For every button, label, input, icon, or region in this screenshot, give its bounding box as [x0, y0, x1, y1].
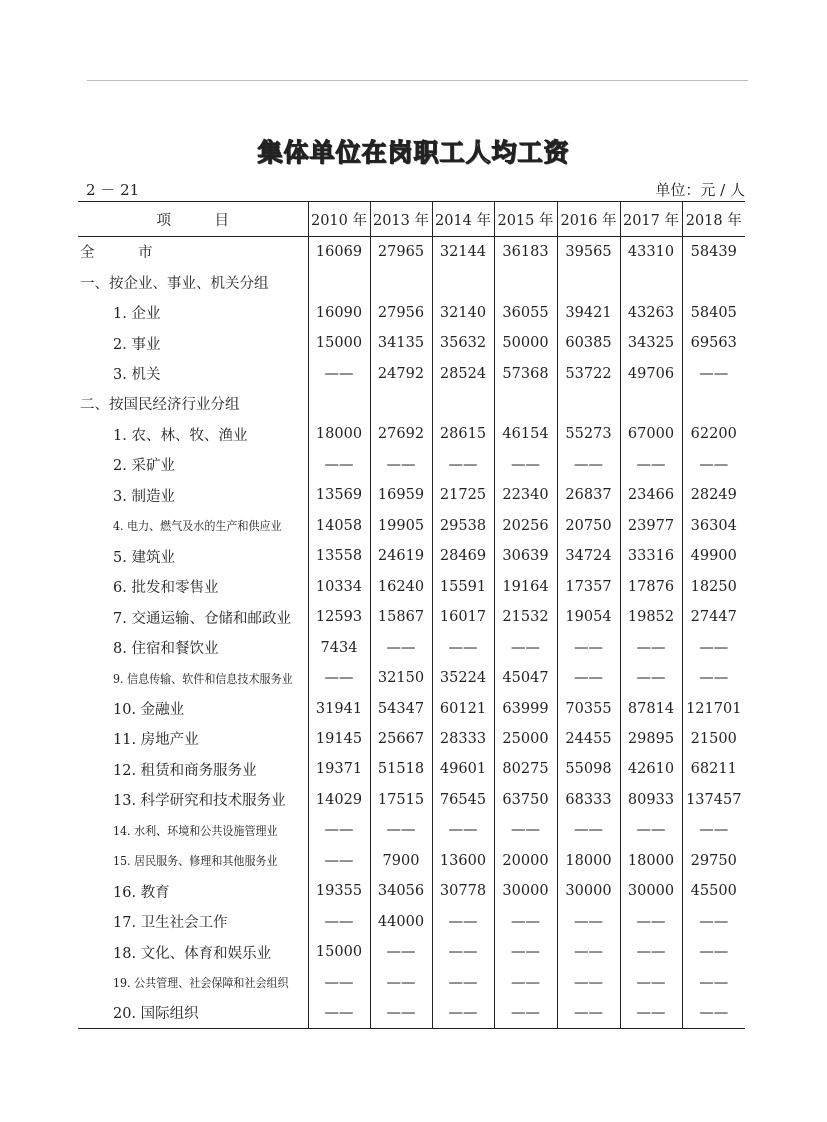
column-header-item: 项 目	[78, 202, 308, 237]
cell-value: ——	[557, 815, 620, 845]
cell-value: 69563	[682, 328, 745, 358]
table-row	[78, 480, 745, 510]
row-label	[78, 724, 308, 754]
table-row	[78, 815, 745, 845]
cell-value: 18000	[308, 419, 370, 449]
table-row	[78, 237, 745, 267]
column-header-year: 2018 年	[682, 202, 745, 237]
cell-value: 20256	[494, 511, 557, 541]
row-label-text: 11. 房地产业	[113, 732, 199, 749]
cell-value: 29895	[620, 724, 682, 754]
cell-value: ——	[620, 632, 682, 662]
unit-label: 单位：元 / 人	[655, 181, 745, 199]
row-label-text: 3. 机关	[113, 367, 161, 384]
row-label	[78, 632, 308, 662]
cell-value: 32140	[432, 297, 494, 327]
cell-value: 121701	[682, 693, 745, 723]
row-label-text: 全 市	[80, 245, 153, 262]
cell-value: 87814	[620, 693, 682, 723]
cell-value: 30639	[494, 541, 557, 571]
cell-value	[432, 267, 494, 297]
cell-value	[370, 267, 432, 297]
cell-value: 18000	[620, 846, 682, 876]
cell-value: ——	[682, 967, 745, 997]
row-label	[78, 602, 308, 632]
cell-value: ——	[557, 906, 620, 936]
table-number: 2 － 21	[86, 181, 140, 199]
row-label	[78, 450, 308, 480]
cell-value: ——	[682, 632, 745, 662]
cell-value: 62200	[682, 419, 745, 449]
cell-value: 51518	[370, 754, 432, 784]
cell-value: 137457	[682, 785, 745, 815]
cell-value: 28615	[432, 419, 494, 449]
cell-value: 14029	[308, 785, 370, 815]
cell-value: ——	[308, 358, 370, 388]
row-label-text: 14. 水利、环境和公共设施管理业	[113, 823, 278, 838]
cell-value: 55098	[557, 754, 620, 784]
cell-value: 10334	[308, 571, 370, 601]
cell-value: ——	[620, 815, 682, 845]
cell-value: ——	[620, 663, 682, 693]
cell-value: ——	[620, 998, 682, 1028]
column-header-year: 2016 年	[557, 202, 620, 237]
cell-value: 17515	[370, 785, 432, 815]
cell-value: 68211	[682, 754, 745, 784]
cell-value: ——	[682, 906, 745, 936]
cell-value: 27965	[370, 237, 432, 267]
table-row	[78, 846, 745, 876]
cell-value: ——	[432, 815, 494, 845]
column-header-year: 2010 年	[308, 202, 370, 237]
table-row	[78, 267, 745, 297]
table-row	[78, 358, 745, 388]
cell-value: ——	[370, 967, 432, 997]
row-label	[78, 846, 308, 876]
table-row	[78, 663, 745, 693]
cell-value: 34325	[620, 328, 682, 358]
row-label-text: 2. 事业	[113, 336, 161, 353]
row-label	[78, 480, 308, 510]
header-rule	[87, 80, 748, 81]
cell-value: 24792	[370, 358, 432, 388]
cell-value: ——	[494, 450, 557, 480]
cell-value: 31941	[308, 693, 370, 723]
cell-value: ——	[557, 663, 620, 693]
cell-value: 26837	[557, 480, 620, 510]
cell-value: 35632	[432, 328, 494, 358]
cell-value: 63999	[494, 693, 557, 723]
cell-value: ——	[308, 663, 370, 693]
row-label	[78, 419, 308, 449]
cell-value: ——	[682, 450, 745, 480]
table-row	[78, 297, 745, 327]
cell-value: 16959	[370, 480, 432, 510]
cell-value: ——	[557, 450, 620, 480]
cell-value: 27956	[370, 297, 432, 327]
cell-value: 7434	[308, 632, 370, 662]
cell-value: 13558	[308, 541, 370, 571]
cell-value: ——	[308, 967, 370, 997]
cell-value: ——	[557, 998, 620, 1028]
cell-value: ——	[308, 450, 370, 480]
row-label-text: 8. 住宿和餐饮业	[113, 641, 219, 658]
cell-value: ——	[432, 632, 494, 662]
row-label	[78, 754, 308, 784]
cell-value: ——	[432, 450, 494, 480]
cell-value: 57368	[494, 358, 557, 388]
cell-value: 49601	[432, 754, 494, 784]
cell-value: 19371	[308, 754, 370, 784]
cell-value: 24619	[370, 541, 432, 571]
row-label-text: 16. 教育	[113, 884, 170, 901]
row-label	[78, 693, 308, 723]
table-row	[78, 937, 745, 967]
column-header-year: 2015 年	[494, 202, 557, 237]
cell-value: 45500	[682, 876, 745, 906]
cell-value: 19164	[494, 571, 557, 601]
cell-value: 39565	[557, 237, 620, 267]
cell-value: 16017	[432, 602, 494, 632]
row-label-text: 1. 农、林、牧、渔业	[113, 427, 248, 444]
table-row	[78, 693, 745, 723]
row-label	[78, 267, 308, 297]
cell-value	[370, 389, 432, 419]
cell-value: 63750	[494, 785, 557, 815]
cell-value: ——	[432, 906, 494, 936]
cell-value: ——	[682, 663, 745, 693]
cell-value: 16069	[308, 237, 370, 267]
cell-value: ——	[620, 937, 682, 967]
cell-value: ——	[682, 815, 745, 845]
row-label	[78, 937, 308, 967]
cell-value: 21725	[432, 480, 494, 510]
cell-value: ——	[308, 998, 370, 1028]
cell-value: 16240	[370, 571, 432, 601]
cell-value: 34056	[370, 876, 432, 906]
table-row	[78, 876, 745, 906]
cell-value: 7900	[370, 846, 432, 876]
table-row	[78, 450, 745, 480]
table-row	[78, 389, 745, 419]
cell-value: ——	[432, 998, 494, 1028]
cell-value: 33316	[620, 541, 682, 571]
row-label	[78, 389, 308, 419]
cell-value: 13600	[432, 846, 494, 876]
cell-value: 28469	[432, 541, 494, 571]
cell-value: ——	[370, 632, 432, 662]
cell-value	[308, 389, 370, 419]
cell-value: 29538	[432, 511, 494, 541]
cell-value: 35224	[432, 663, 494, 693]
row-label-text: 3. 制造业	[113, 488, 175, 505]
cell-value: 46154	[494, 419, 557, 449]
row-label	[78, 967, 308, 997]
table-row	[78, 632, 745, 662]
row-label	[78, 815, 308, 845]
row-label	[78, 541, 308, 571]
cell-value: 23466	[620, 480, 682, 510]
cell-value	[308, 267, 370, 297]
cell-value: ——	[370, 450, 432, 480]
page-title: 集体单位在岗职工人均工资	[257, 138, 570, 167]
row-label-text: 6. 批发和零售业	[113, 580, 219, 597]
table-row	[78, 511, 745, 541]
cell-value: ——	[308, 846, 370, 876]
cell-value: 27692	[370, 419, 432, 449]
cell-value: 30778	[432, 876, 494, 906]
table-row	[78, 419, 745, 449]
cell-value: ——	[620, 450, 682, 480]
column-header-year: 2017 年	[620, 202, 682, 237]
cell-value: 32144	[432, 237, 494, 267]
cell-value: 14058	[308, 511, 370, 541]
cell-value: 18250	[682, 571, 745, 601]
row-label-text: 17. 卫生社会工作	[113, 915, 228, 932]
cell-value: 42610	[620, 754, 682, 784]
cell-value: ——	[557, 937, 620, 967]
cell-value: 19852	[620, 602, 682, 632]
row-label	[78, 358, 308, 388]
row-label	[78, 511, 308, 541]
cell-value: ——	[494, 815, 557, 845]
row-label	[78, 571, 308, 601]
table-row	[78, 754, 745, 784]
cell-value: 16090	[308, 297, 370, 327]
cell-value: 80933	[620, 785, 682, 815]
cell-value: 60385	[557, 328, 620, 358]
row-label	[78, 876, 308, 906]
cell-value: 36055	[494, 297, 557, 327]
row-label	[78, 297, 308, 327]
cell-value: 12593	[308, 602, 370, 632]
cell-value	[620, 389, 682, 419]
cell-value: 36304	[682, 511, 745, 541]
cell-value	[494, 267, 557, 297]
cell-value: 49706	[620, 358, 682, 388]
cell-value: ——	[620, 906, 682, 936]
row-label	[78, 663, 308, 693]
cell-value: 21532	[494, 602, 557, 632]
cell-value: 45047	[494, 663, 557, 693]
cell-value: 19905	[370, 511, 432, 541]
cell-value: 30000	[557, 876, 620, 906]
table-row	[78, 541, 745, 571]
cell-value	[620, 267, 682, 297]
cell-value: 50000	[494, 328, 557, 358]
cell-value: 54347	[370, 693, 432, 723]
cell-value: 49900	[682, 541, 745, 571]
row-label-text: 7. 交通运输、仓储和邮政业	[113, 610, 291, 627]
cell-value: ——	[370, 815, 432, 845]
cell-value: 58439	[682, 237, 745, 267]
cell-value: 80275	[494, 754, 557, 784]
cell-value: 15591	[432, 571, 494, 601]
table-row	[78, 724, 745, 754]
column-header-year: 2014 年	[432, 202, 494, 237]
cell-value: ——	[308, 815, 370, 845]
row-label-text: 4. 电力、燃气及水的生产和供应业	[113, 519, 282, 534]
cell-value: 34724	[557, 541, 620, 571]
row-label-text: 2. 采矿业	[113, 458, 175, 475]
cell-value: 30000	[494, 876, 557, 906]
cell-value: ——	[308, 906, 370, 936]
cell-value: 19355	[308, 876, 370, 906]
row-label-text: 9. 信息传输、软件和信息技术服务业	[113, 671, 293, 686]
row-label-text: 19. 公共管理、社会保障和社会组织	[113, 976, 289, 991]
cell-value: 23977	[620, 511, 682, 541]
row-label-text: 20. 国际组织	[113, 1006, 199, 1023]
cell-value: 20000	[494, 846, 557, 876]
row-label	[78, 906, 308, 936]
cell-value: ——	[682, 998, 745, 1028]
cell-value: 43263	[620, 297, 682, 327]
table-row	[78, 906, 745, 936]
cell-value: ——	[370, 998, 432, 1028]
cell-value: 13569	[308, 480, 370, 510]
cell-value	[557, 389, 620, 419]
cell-value: 24455	[557, 724, 620, 754]
cell-value: 43310	[620, 237, 682, 267]
cell-value	[557, 267, 620, 297]
cell-value: 44000	[370, 906, 432, 936]
row-label-text: 15. 居民服务、修理和其他服务业	[113, 854, 278, 869]
cell-value: 76545	[432, 785, 494, 815]
cell-value: ——	[494, 937, 557, 967]
cell-value: 27447	[682, 602, 745, 632]
cell-value: 19145	[308, 724, 370, 754]
cell-value: 20750	[557, 511, 620, 541]
row-label-text: 13. 科学研究和技术服务业	[113, 793, 286, 810]
header-row	[78, 202, 745, 237]
cell-value: 39421	[557, 297, 620, 327]
row-label-text: 二、按国民经济行业分组	[80, 397, 240, 414]
cell-value: ——	[557, 967, 620, 997]
cell-value: 55273	[557, 419, 620, 449]
cell-value: 25000	[494, 724, 557, 754]
cell-value: ——	[370, 937, 432, 967]
cell-value: 21500	[682, 724, 745, 754]
table-row	[78, 967, 745, 997]
cell-value: 18000	[557, 846, 620, 876]
cell-value	[432, 389, 494, 419]
cell-value: ——	[682, 358, 745, 388]
cell-value: 17357	[557, 571, 620, 601]
cell-value: 58405	[682, 297, 745, 327]
cell-value: ——	[494, 906, 557, 936]
cell-value: 60121	[432, 693, 494, 723]
cell-value: ——	[494, 967, 557, 997]
cell-value: 67000	[620, 419, 682, 449]
cell-value: 34135	[370, 328, 432, 358]
row-label-text: 18. 文化、体育和娱乐业	[113, 945, 272, 962]
cell-value: ——	[557, 632, 620, 662]
cell-value: 15000	[308, 328, 370, 358]
cell-value	[682, 389, 745, 419]
cell-value: ——	[432, 967, 494, 997]
cell-value: 70355	[557, 693, 620, 723]
cell-value: 68333	[557, 785, 620, 815]
wage-table	[78, 201, 745, 1029]
cell-value: 28333	[432, 724, 494, 754]
table-row	[78, 602, 745, 632]
row-label	[78, 237, 308, 267]
row-label	[78, 998, 308, 1028]
cell-value	[682, 267, 745, 297]
cell-value: 30000	[620, 876, 682, 906]
cell-value: 25667	[370, 724, 432, 754]
row-label-text: 一、按企业、事业、机关分组	[80, 275, 269, 292]
cell-value: 22340	[494, 480, 557, 510]
cell-value: ——	[432, 937, 494, 967]
table-row	[78, 998, 745, 1028]
cell-value: 17876	[620, 571, 682, 601]
row-label-text: 1. 企业	[113, 306, 161, 323]
row-label	[78, 328, 308, 358]
cell-value: 32150	[370, 663, 432, 693]
cell-value: 15867	[370, 602, 432, 632]
cell-value: ——	[494, 998, 557, 1028]
cell-value: 15000	[308, 937, 370, 967]
row-label-text: 12. 租赁和商务服务业	[113, 762, 257, 779]
cell-value: 19054	[557, 602, 620, 632]
cell-value: 28249	[682, 480, 745, 510]
cell-value: 29750	[682, 846, 745, 876]
column-header-year: 2013 年	[370, 202, 432, 237]
table-row	[78, 571, 745, 601]
cell-value: 53722	[557, 358, 620, 388]
cell-value: 28524	[432, 358, 494, 388]
table-row	[78, 328, 745, 358]
cell-value: ——	[494, 632, 557, 662]
cell-value: ——	[620, 967, 682, 997]
row-label	[78, 785, 308, 815]
cell-value	[494, 389, 557, 419]
table-row	[78, 785, 745, 815]
cell-value: ——	[682, 937, 745, 967]
row-label-text: 10. 金融业	[113, 702, 185, 719]
cell-value: 36183	[494, 237, 557, 267]
row-label-text: 5. 建筑业	[113, 549, 175, 566]
